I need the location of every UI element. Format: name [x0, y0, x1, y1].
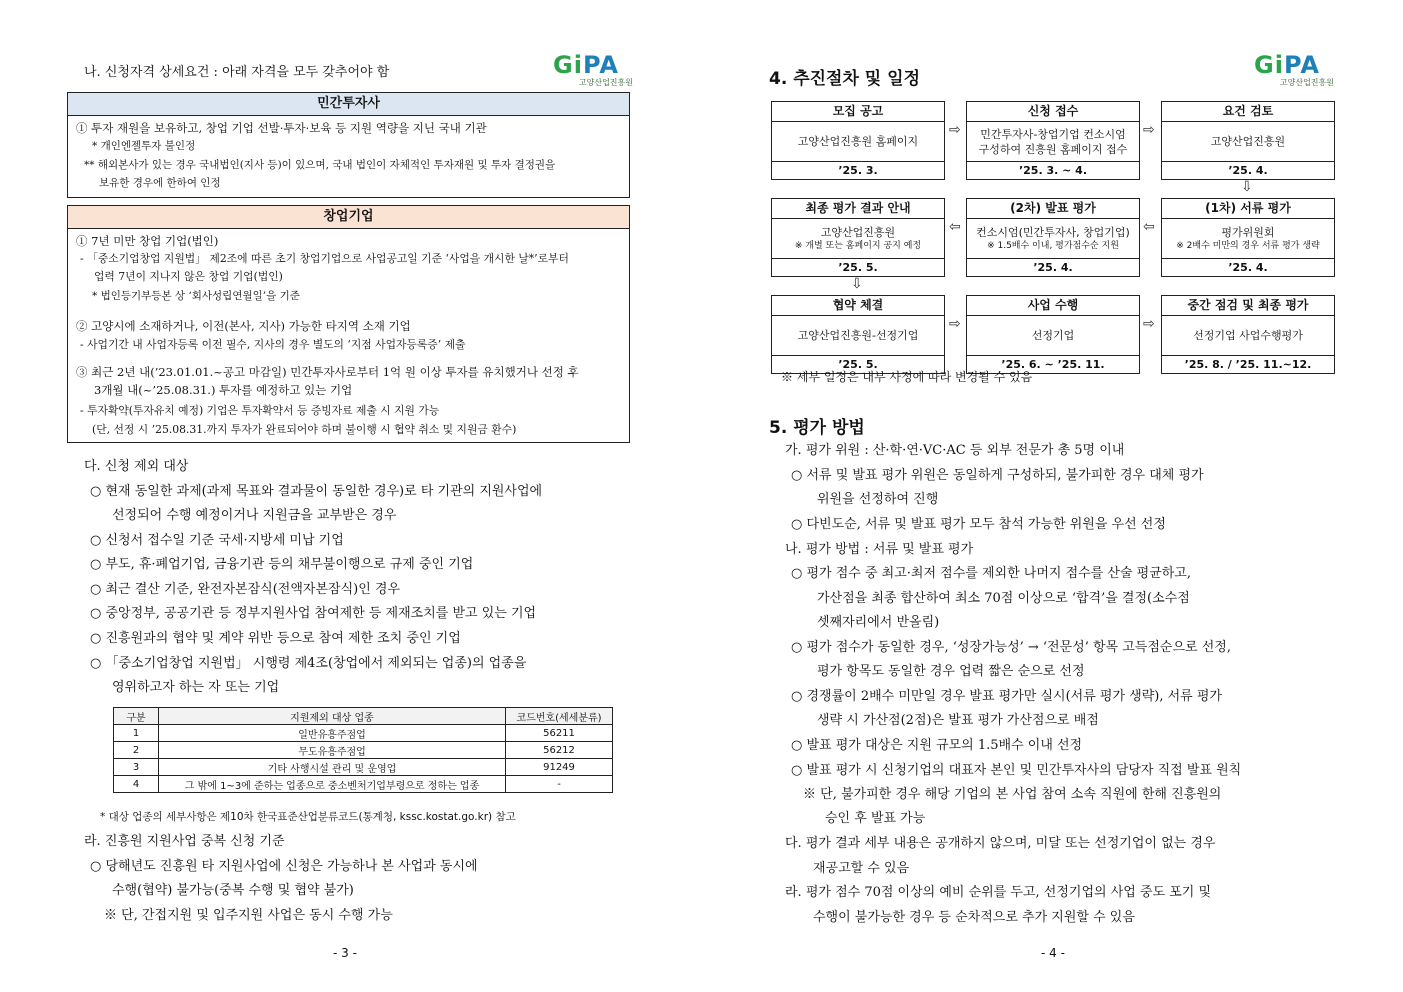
arrow-right-icon: ⇨	[949, 122, 961, 138]
investor-note-2: ** 해외본사가 있는 경우 국내법인(지사 등)이 있으며, 국내 법인이 자체적인 투자재원 및 투자 결정권을	[84, 159, 556, 171]
table-row	[114, 759, 613, 776]
heading-duplicate-rule: 라. 진흥원 지원사업 중복 신청 기준	[84, 834, 285, 849]
eval-line: 라. 평가 점수 70점 이상의 예비 순위를 두고, 선정기업의 사업 중도 포기 및	[785, 885, 1212, 900]
startup-box-title: 창업기업	[68, 206, 629, 229]
eval-line: 나. 평가 방법 : 서류 및 발표 평가	[785, 542, 974, 557]
eval-line: 위원을 선정하여 진행	[817, 492, 939, 507]
section-5-title: 5. 평가 방법	[769, 418, 865, 438]
table-cell: 그 밖에 1~3에 준하는 업종으로 중소벤처기업부령으로 정하는 업종	[159, 776, 506, 793]
eval-line: 수행이 불가능한 경우 등 순차적으로 추가 지원할 수 있음	[813, 910, 1135, 925]
arrow-down-icon: ⇩	[1241, 179, 1253, 195]
arrow-right-icon: ⇨	[1143, 122, 1155, 138]
duplicate-rule-note: ※ 단, 간접지원 및 입주지원 사업은 동시 수행 가능	[104, 908, 393, 923]
eval-line: ○ 서류 및 발표 평가 위원은 동일하게 구성하되, 불가피한 경우 대체 평가	[791, 468, 1204, 483]
eval-line: 재공고할 수 있음	[813, 861, 910, 876]
schedule-note: ※ 세부 일정은 내부 사정에 따라 변경될 수 있음	[781, 370, 1033, 384]
table-cell: 56211	[506, 725, 613, 742]
table-cell: 무도유흥주점업	[159, 742, 506, 759]
exclusion-item: ○ 진흥원과의 협약 및 계약 위반 등으로 참여 제한 조치 중인 기업	[90, 631, 461, 646]
step-project-execution: 사업 수행 선정기업 ’25. 6. ~ ’25. 11.	[966, 295, 1140, 374]
arrow-right-icon: ⇨	[949, 316, 961, 332]
startup-box	[67, 205, 630, 443]
table-cell: 기타 사행시설 관리 및 운영업	[159, 759, 506, 776]
startup-req-1-detail-2: 업력 7년이 지나지 않은 창업 기업(법인)	[94, 270, 283, 283]
table-row	[114, 742, 613, 759]
startup-req-3: ③ 최근 2년 내(’23.01.01.~공고 마감일) 민간투자사로부터 1억 원 이상 투자를 유치했거나 선정 후	[76, 365, 579, 379]
startup-req-1-detail: - 「중소기업창업 지원법」 제2조에 따른 초기 창업기업으로 사업공고일 기준 ‘사업을 개시한 날*’로부터	[80, 252, 569, 265]
table-cell: 2	[114, 742, 159, 759]
exclusion-item-cont: 선정되어 수행 예정이거나 지원금을 교부받은 경우	[112, 508, 397, 523]
eval-line: 가산점을 최종 합산하여 최소 70점 이상으로 ‘합격’을 결정(소수점	[817, 591, 1190, 606]
step-agreement: 협약 체결 고양산업진흥원-선정기업 ’25. 5.	[771, 295, 945, 374]
eval-line: ○ 평가 점수가 동일한 경우, ‘성장가능성’ → ‘전문성’ 항목 고득점순으로 선정,	[791, 640, 1231, 655]
arrow-left-icon: ⇦	[1143, 219, 1155, 235]
arrow-left-icon: ⇦	[949, 219, 961, 235]
investor-note-1: * 개인엔젤투자 불인정	[92, 140, 196, 152]
eval-line: ※ 단, 불가피한 경우 해당 기업의 본 사업 참여 소속 직원에 한해 진흥원의	[803, 787, 1222, 802]
exclusion-item: ○ 「중소기업창업 지원법」 시행령 제4조(창업에서 제외되는 업종)의 업종을	[90, 656, 527, 671]
exclusion-item: ○ 신청서 접수일 기준 국세·지방세 미납 기업	[90, 533, 344, 548]
table-header: 코드번호(세세분류)	[506, 708, 613, 725]
eval-line: ○ 경쟁률이 2배수 미만일 경우 발표 평가만 실시(서류 평가 생략), 서류 평가	[791, 689, 1222, 704]
table-header: 구분	[114, 708, 159, 725]
table-cell: 3	[114, 759, 159, 776]
startup-req-3-detail-2: (단, 선정 시 ’25.08.31.까지 투자가 완료되어야 하며 불이행 시 협약 취소 및 지원금 환수)	[92, 423, 517, 436]
page-4	[701, 0, 1403, 992]
eval-line: 승인 후 발표 가능	[825, 811, 926, 826]
section-4-title: 4. 추진절차 및 일정	[769, 69, 920, 89]
startup-req-2: ② 고양시에 소재하거나, 이전(본사, 지사) 가능한 타지역 소재 기업	[76, 319, 411, 333]
step-final-result: 최종 평가 결과 안내 고양산업진흥원 ※ 개별 또는 홈페이지 공지 예정 ’25. 5.	[771, 198, 945, 277]
eval-line: ○ 평가 점수 중 최고·최저 점수를 제외한 나머지 점수를 산술 평균하고,	[791, 566, 1191, 581]
eval-line: ○ 발표 평가 시 신청기업의 대표자 본인 및 민간투자사의 담당자 직접 발표 원칙	[791, 763, 1242, 778]
eval-line: 생략 시 가산점(2점)은 발표 평가 가산점으로 배점	[817, 713, 1099, 728]
excluded-industry-table	[113, 707, 613, 793]
table-cell: 4	[114, 776, 159, 793]
eval-line: 평가 항목도 동일한 경우 업력 짧은 순으로 선정	[817, 664, 1085, 679]
exclusion-item: ○ 중앙정부, 공공기관 등 정부지원사업 참여제한 등 제재조치를 받고 있는 기업	[90, 606, 537, 621]
arrow-down-icon: ⇩	[851, 276, 863, 292]
startup-req-1: ① 7년 미만 창업 기업(법인)	[76, 234, 219, 248]
table-row	[114, 725, 613, 742]
investor-note-3: 보유한 경우에 한하여 인정	[99, 177, 221, 189]
eval-line: ○ 발표 평가 대상은 지원 규모의 1.5배수 이내 선정	[791, 738, 1083, 753]
investor-req-1: ① 투자 재원을 보유하고, 창업 기업 선발·투자·보육 등 지원 역량을 지닌 국내 기관	[76, 121, 487, 135]
startup-req-3-cont: 3개월 내(~’25.08.31.) 투자를 예정하고 있는 기업	[94, 383, 353, 397]
exclusion-item: ○ 부도, 휴·폐업기업, 금융기관 등의 채무불이행으로 규제 중인 기업	[90, 557, 474, 572]
step-presentation-eval: (2차) 발표 평가 컨소시엄(민간투자사, 창업기업) ※ 1.5배수 이내, 평가점수순 지원 ’25. 4.	[966, 198, 1140, 277]
startup-req-1-note: * 법인등기부등본 상 ‘회사성립연월일’을 기준	[92, 290, 300, 302]
investor-box-title: 민간투자사	[68, 93, 629, 116]
gipa-logo: GiPA 고양산업진흥원	[553, 51, 633, 87]
table-row	[114, 776, 613, 793]
table-header: 지원제외 대상 업종	[159, 708, 506, 725]
table-footnote: * 대상 업종의 세부사항은 제10차 한국표준산업분류코드(통계청, kssc.kostat.go.kr) 참고	[100, 811, 516, 823]
step-recruit-notice: 모집 공고 고양산업진흥원 홈페이지 ’25. 3.	[771, 101, 945, 180]
startup-req-3-detail: - 투자확약(투자유치 예정) 기업은 투자확약서 등 증빙자료 제출 시 지원 가능	[80, 404, 440, 417]
duplicate-rule-item: ○ 당해년도 진흥원 타 지원사업에 신청은 가능하나 본 사업과 동시에	[90, 859, 478, 874]
exclusion-item: ○ 현재 동일한 과제(과제 목표와 결과물이 동일한 경우)로 타 기관의 지원사업에	[90, 484, 543, 499]
exclusion-item-cont: 영위하고자 하는 자 또는 기업	[112, 680, 280, 695]
eval-line: 가. 평가 위원 : 산·학·연·VC·AC 등 외부 전문가 총 5명 이내	[785, 443, 1125, 458]
page-3	[0, 0, 701, 992]
table-cell: 1	[114, 725, 159, 742]
startup-req-2-detail: - 사업기간 내 사업자등록 이전 필수, 지사의 경우 별도의 ‘지점 사업자등록증’ 제출	[80, 338, 466, 351]
table-cell: 91249	[506, 759, 613, 776]
table-cell: 56212	[506, 742, 613, 759]
table-cell: -	[506, 776, 613, 793]
table-header-row	[114, 708, 613, 725]
heading-exclusions: 다. 신청 제외 대상	[84, 459, 189, 474]
page-number: - 3 -	[333, 946, 357, 960]
step-document-eval: (1차) 서류 평가 평가위원회 ※ 2배수 미만의 경우 서류 평가 생략 ’25. 4.	[1161, 198, 1335, 277]
duplicate-rule-item-cont: 수행(협약) 불가능(중복 수행 및 협약 불가)	[112, 883, 354, 898]
eval-line: ○ 다빈도순, 서류 및 발표 평가 모두 참석 가능한 위원을 우선 선정	[791, 517, 1166, 532]
step-application: 신청 접수 민간투자사-창업기업 컨소시엄 구성하여 진흥원 홈페이지 접수 ’25. 3. ~ 4.	[966, 101, 1140, 180]
step-eligibility-review: 요건 검토 고양산업진흥원 ’25. 4.	[1161, 101, 1335, 180]
step-interim-final-eval: 중간 점검 및 최종 평가 선정기업 사업수행평가 ’25. 8. / ’25. 11.~12.	[1161, 295, 1335, 374]
eval-line: 셋째자리에서 반올림)	[817, 615, 940, 630]
heading-qualification: 나. 신청자격 상세요건 : 아래 자격을 모두 갖추어야 함	[84, 65, 390, 80]
page-number: - 4 -	[1041, 946, 1065, 960]
investor-box	[67, 92, 630, 198]
arrow-right-icon: ⇨	[1143, 316, 1155, 332]
gipa-logo: GiPA 고양산업진흥원	[1254, 51, 1334, 87]
table-cell: 일반유흥주점업	[159, 725, 506, 742]
eval-line: 다. 평가 결과 세부 내용은 공개하지 않으며, 미달 또는 선정기업이 없는 경우	[785, 836, 1216, 851]
exclusion-item: ○ 최근 결산 기준, 완전자본잠식(전액자본잠식)인 경우	[90, 582, 400, 597]
